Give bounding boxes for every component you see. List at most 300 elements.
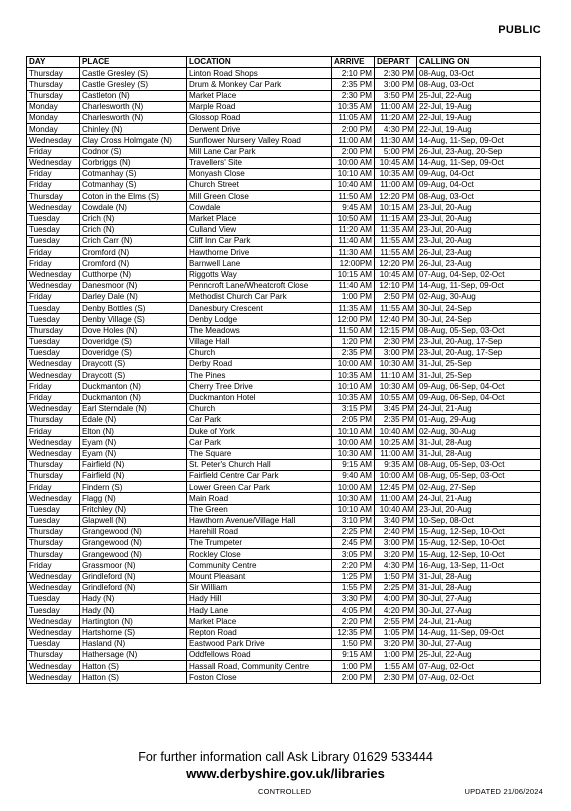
cell-depart: 9:35 AM [375, 459, 417, 470]
cell-arrive: 1:50 PM [332, 638, 375, 649]
table-header-row [27, 57, 541, 68]
cell-day: Thursday [27, 79, 80, 90]
cell-location: The Trumpeter [187, 538, 332, 549]
cell-location: Market Place [187, 213, 332, 224]
cell-place: Draycott (S) [80, 359, 187, 370]
table-row [27, 594, 541, 605]
cell-place: Cotmanhay (S) [80, 168, 187, 179]
cell-calling-on: 31-Jul, 25-Sep [417, 370, 541, 381]
cell-depart: 11:00 AM [375, 101, 417, 112]
cell-arrive: 9:45 AM [332, 202, 375, 213]
cell-depart: 4:20 PM [375, 605, 417, 616]
cell-day: Wednesday [27, 269, 80, 280]
table-row [27, 649, 541, 660]
cell-depart: 3:00 PM [375, 347, 417, 358]
cell-day: Thursday [27, 325, 80, 336]
cell-day: Tuesday [27, 336, 80, 347]
column-header-day: DAY [27, 57, 80, 68]
cell-location: Riggotts Way [187, 269, 332, 280]
cell-arrive: 11:20 AM [332, 224, 375, 235]
table-row [27, 303, 541, 314]
cell-place: Darley Dale (N) [80, 291, 187, 302]
cell-calling-on: 31-Jul, 25-Sep [417, 359, 541, 370]
cell-arrive: 10:15 AM [332, 269, 375, 280]
cell-depart: 11:55 AM [375, 247, 417, 258]
cell-day: Thursday [27, 90, 80, 101]
cell-day: Thursday [27, 526, 80, 537]
cell-place: Cotmanhay (S) [80, 180, 187, 191]
cell-arrive: 10:10 AM [332, 504, 375, 515]
table-row [27, 79, 541, 90]
cell-place: Cromford (N) [80, 247, 187, 258]
cell-location: Drum & Monkey Car Park [187, 79, 332, 90]
cell-arrive: 1:25 PM [332, 571, 375, 582]
table-row [27, 336, 541, 347]
cell-location: Church Street [187, 180, 332, 191]
cell-location: Village Hall [187, 336, 332, 347]
table-row [27, 280, 541, 291]
cell-depart: 1:05 PM [375, 627, 417, 638]
table-row [27, 213, 541, 224]
cell-depart: 11:15 AM [375, 213, 417, 224]
cell-calling-on: 30-Jul, 27-Aug [417, 605, 541, 616]
cell-depart: 10:40 AM [375, 504, 417, 515]
cell-day: Wednesday [27, 616, 80, 627]
cell-depart: 11:55 AM [375, 303, 417, 314]
cell-arrive: 2:35 PM [332, 79, 375, 90]
cell-location: Eastwood Park Drive [187, 638, 332, 649]
cell-depart: 11:00 AM [375, 448, 417, 459]
cell-calling-on: 22-Jul, 19-Aug [417, 124, 541, 135]
cell-place: Fairfield (N) [80, 459, 187, 470]
cell-depart: 10:30 AM [375, 359, 417, 370]
cell-arrive: 10:00 AM [332, 437, 375, 448]
cell-day: Friday [27, 180, 80, 191]
cell-location: Marple Road [187, 101, 332, 112]
cell-location: The Green [187, 504, 332, 515]
cell-day: Wednesday [27, 493, 80, 504]
cell-location: Hawthorn Avenue/Village Hall [187, 515, 332, 526]
cell-arrive: 2:20 PM [332, 560, 375, 571]
cell-calling-on: 10-Sep, 08-Oct [417, 515, 541, 526]
cell-calling-on: 02-Aug, 30-Aug [417, 426, 541, 437]
cell-arrive: 3:10 PM [332, 515, 375, 526]
cell-day: Friday [27, 560, 80, 571]
cell-calling-on: 15-Aug, 12-Sep, 10-Oct [417, 538, 541, 549]
cell-arrive: 10:00 AM [332, 359, 375, 370]
cell-place: Hartshorne (S) [80, 627, 187, 638]
cell-place: Flagg (N) [80, 493, 187, 504]
cell-day: Friday [27, 247, 80, 258]
cell-arrive: 9:15 AM [332, 649, 375, 660]
cell-place: Eyam (N) [80, 437, 187, 448]
cell-location: Oddfellows Road [187, 649, 332, 660]
cell-place: Fritchley (N) [80, 504, 187, 515]
table-row [27, 403, 541, 414]
cell-calling-on: 07-Aug, 04-Sep, 02-Oct [417, 269, 541, 280]
cell-day: Wednesday [27, 571, 80, 582]
cell-depart: 11:30 AM [375, 135, 417, 146]
table-row [27, 180, 541, 191]
cell-depart: 2:55 PM [375, 616, 417, 627]
cell-day: Wednesday [27, 202, 80, 213]
cell-depart: 2:25 PM [375, 582, 417, 593]
table-row [27, 582, 541, 593]
cell-place: Clay Cross Holmgate (N) [80, 135, 187, 146]
table-row [27, 191, 541, 202]
table-row [27, 359, 541, 370]
cell-calling-on: 30-Jul, 27-Aug [417, 638, 541, 649]
cell-day: Tuesday [27, 638, 80, 649]
cell-depart: 3:40 PM [375, 515, 417, 526]
cell-depart: 2:30 PM [375, 68, 417, 79]
cell-depart: 12:40 PM [375, 314, 417, 325]
cell-arrive: 3:15 PM [332, 403, 375, 414]
cell-place: Coton in the Elms (S) [80, 191, 187, 202]
table-row [27, 504, 541, 515]
table-row [27, 202, 541, 213]
cell-depart: 10:30 AM [375, 381, 417, 392]
cell-calling-on: 09-Aug, 04-Oct [417, 168, 541, 179]
cell-location: Methodist Church Car Park [187, 291, 332, 302]
cell-day: Tuesday [27, 347, 80, 358]
cell-arrive: 10:00 AM [332, 157, 375, 168]
cell-day: Friday [27, 392, 80, 403]
cell-depart: 11:55 AM [375, 236, 417, 247]
cell-day: Thursday [27, 415, 80, 426]
cell-place: Hathersage (N) [80, 649, 187, 660]
cell-calling-on: 23-Jul, 20-Aug [417, 236, 541, 247]
table-row [27, 437, 541, 448]
cell-location: Travellers' Site [187, 157, 332, 168]
cell-depart: 10:15 AM [375, 202, 417, 213]
cell-arrive: 2:00 PM [332, 146, 375, 157]
table-row [27, 325, 541, 336]
cell-calling-on: 22-Jul, 19-Aug [417, 112, 541, 123]
cell-calling-on: 25-Jul, 22-Aug [417, 90, 541, 101]
cell-calling-on: 24-Jul, 21-Aug [417, 403, 541, 414]
table-row [27, 661, 541, 672]
cell-arrive: 10:40 AM [332, 180, 375, 191]
cell-location: Sir William [187, 582, 332, 593]
cell-day: Tuesday [27, 224, 80, 235]
cell-day: Thursday [27, 649, 80, 660]
cell-calling-on: 09-Aug, 04-Oct [417, 180, 541, 191]
cell-location: Foston Close [187, 672, 332, 683]
cell-depart: 10:40 AM [375, 426, 417, 437]
cell-arrive: 2:25 PM [332, 526, 375, 537]
cell-location: Fairfield Centre Car Park [187, 470, 332, 481]
cell-place: Castle Gresley (S) [80, 79, 187, 90]
cell-place: Cutthorpe (N) [80, 269, 187, 280]
cell-arrive: 10:10 AM [332, 168, 375, 179]
cell-depart: 12:15 PM [375, 325, 417, 336]
cell-day: Monday [27, 101, 80, 112]
cell-day: Tuesday [27, 594, 80, 605]
table-row [27, 314, 541, 325]
table-row [27, 124, 541, 135]
cell-day: Thursday [27, 459, 80, 470]
cell-calling-on: 02-Aug, 30-Aug [417, 291, 541, 302]
table-row [27, 112, 541, 123]
cell-location: Cherry Tree Drive [187, 381, 332, 392]
cell-day: Tuesday [27, 504, 80, 515]
cell-depart: 2:30 PM [375, 672, 417, 683]
cell-location: Repton Road [187, 627, 332, 638]
cell-place: Duckmanton (N) [80, 381, 187, 392]
cell-depart: 11:00 AM [375, 180, 417, 191]
cell-arrive: 10:35 AM [332, 101, 375, 112]
cell-day: Wednesday [27, 370, 80, 381]
cell-calling-on: 24-Jul, 21-Aug [417, 616, 541, 627]
cell-day: Tuesday [27, 236, 80, 247]
cell-place: Cromford (N) [80, 258, 187, 269]
cell-place: Denby Village (S) [80, 314, 187, 325]
cell-location: Glossop Road [187, 112, 332, 123]
table-row [27, 638, 541, 649]
cell-location: The Square [187, 448, 332, 459]
cell-calling-on: 08-Aug, 05-Sep, 03-Oct [417, 325, 541, 336]
cell-arrive: 2:35 PM [332, 347, 375, 358]
column-header-place: PLACE [80, 57, 187, 68]
cell-calling-on: 24-Jul, 21-Aug [417, 493, 541, 504]
table-row [27, 168, 541, 179]
cell-calling-on: 01-Aug, 29-Aug [417, 415, 541, 426]
cell-location: Monyash Close [187, 168, 332, 179]
table-row [27, 616, 541, 627]
cell-depart: 2:30 PM [375, 336, 417, 347]
table-row [27, 381, 541, 392]
cell-place: Grangewood (N) [80, 549, 187, 560]
cell-calling-on: 26-Jul, 23-Aug, 20-Sep [417, 146, 541, 157]
cell-place: Castle Gresley (S) [80, 68, 187, 79]
cell-arrive: 12:00PM [332, 258, 375, 269]
cell-calling-on: 23-Jul, 20-Aug [417, 213, 541, 224]
cell-location: Sunflower Nursery Valley Road [187, 135, 332, 146]
cell-location: The Meadows [187, 325, 332, 336]
cell-day: Friday [27, 381, 80, 392]
table-row [27, 135, 541, 146]
cell-arrive: 12:35 PM [332, 627, 375, 638]
cell-depart: 10:00 AM [375, 470, 417, 481]
table-row [27, 448, 541, 459]
cell-calling-on: 30-Jul, 24-Sep [417, 314, 541, 325]
cell-depart: 10:45 AM [375, 269, 417, 280]
cell-location: Harehill Road [187, 526, 332, 537]
cell-arrive: 1:00 PM [332, 661, 375, 672]
cell-depart: 3:00 PM [375, 79, 417, 90]
cell-location: Church [187, 403, 332, 414]
cell-location: St. Peter's Church Hall [187, 459, 332, 470]
cell-depart: 10:55 AM [375, 392, 417, 403]
column-header-location: LOCATION [187, 57, 332, 68]
cell-place: Fairfield (N) [80, 470, 187, 481]
table-row [27, 146, 541, 157]
column-header-calling-on: CALLING ON [417, 57, 541, 68]
cell-arrive: 11:40 AM [332, 280, 375, 291]
cell-calling-on: 23-Jul, 20-Aug [417, 504, 541, 515]
cell-depart: 3:20 PM [375, 638, 417, 649]
cell-day: Tuesday [27, 605, 80, 616]
cell-calling-on: 08-Aug, 05-Sep, 03-Oct [417, 470, 541, 481]
cell-depart: 10:45 AM [375, 157, 417, 168]
cell-day: Tuesday [27, 213, 80, 224]
cell-calling-on: 14-Aug, 11-Sep, 09-Oct [417, 280, 541, 291]
cell-location: Barnwell Lane [187, 258, 332, 269]
cell-arrive: 3:30 PM [332, 594, 375, 605]
cell-day: Thursday [27, 191, 80, 202]
cell-day: Thursday [27, 549, 80, 560]
table-row [27, 560, 541, 571]
cell-location: Linton Road Shops [187, 68, 332, 79]
column-header-depart: DEPART [375, 57, 417, 68]
cell-location: Hady Lane [187, 605, 332, 616]
cell-place: Crich (N) [80, 224, 187, 235]
cell-day: Wednesday [27, 403, 80, 414]
cell-arrive: 2:00 PM [332, 124, 375, 135]
cell-arrive: 10:10 AM [332, 426, 375, 437]
table-row [27, 672, 541, 683]
cell-calling-on: 14-Aug, 11-Sep, 09-Oct [417, 627, 541, 638]
cell-location: Rockley Close [187, 549, 332, 560]
cell-location: Derby Road [187, 359, 332, 370]
cell-location: Cliff Inn Car Park [187, 236, 332, 247]
cell-calling-on: 09-Aug, 06-Sep, 04-Oct [417, 381, 541, 392]
cell-depart: 1:55 AM [375, 661, 417, 672]
cell-arrive: 11:00 AM [332, 135, 375, 146]
cell-calling-on: 14-Aug, 11-Sep, 09-Oct [417, 157, 541, 168]
table-row [27, 571, 541, 582]
cell-day: Wednesday [27, 157, 80, 168]
cell-place: Hatton (S) [80, 672, 187, 683]
cell-location: Church [187, 347, 332, 358]
cell-calling-on: 16-Aug, 13-Sep, 11-Oct [417, 560, 541, 571]
table-row [27, 493, 541, 504]
cell-arrive: 4:05 PM [332, 605, 375, 616]
column-header-arrive: ARRIVE [332, 57, 375, 68]
cell-day: Tuesday [27, 303, 80, 314]
cell-depart: 2:35 PM [375, 415, 417, 426]
cell-place: Edale (N) [80, 415, 187, 426]
cell-location: Penncroft Lane/Wheatcroft Close [187, 280, 332, 291]
cell-arrive: 10:35 AM [332, 370, 375, 381]
cell-day: Wednesday [27, 582, 80, 593]
cell-depart: 3:20 PM [375, 549, 417, 560]
cell-place: Elton (N) [80, 426, 187, 437]
cell-calling-on: 09-Aug, 06-Sep, 04-Oct [417, 392, 541, 403]
cell-arrive: 10:50 AM [332, 213, 375, 224]
cell-place: Cowdale (N) [80, 202, 187, 213]
cell-arrive: 2:20 PM [332, 616, 375, 627]
cell-place: Earl Sterndale (N) [80, 403, 187, 414]
table-row [27, 236, 541, 247]
cell-day: Thursday [27, 68, 80, 79]
cell-location: Denby Lodge [187, 314, 332, 325]
cell-arrive: 9:40 AM [332, 470, 375, 481]
cell-day: Wednesday [27, 437, 80, 448]
table-row [27, 515, 541, 526]
cell-arrive: 11:35 AM [332, 303, 375, 314]
cell-day: Monday [27, 124, 80, 135]
cell-depart: 1:00 PM [375, 649, 417, 660]
cell-place: Crich (N) [80, 213, 187, 224]
cell-day: Friday [27, 146, 80, 157]
table-row [27, 459, 541, 470]
cell-location: The Pines [187, 370, 332, 381]
table-row [27, 347, 541, 358]
cell-calling-on: 15-Aug, 12-Sep, 10-Oct [417, 526, 541, 537]
cell-location: Culland View [187, 224, 332, 235]
cell-depart: 11:35 AM [375, 224, 417, 235]
cell-calling-on: 31-Jul, 28-Aug [417, 448, 541, 459]
cell-arrive: 10:30 AM [332, 493, 375, 504]
cell-day: Friday [27, 482, 80, 493]
cell-place: Hady (N) [80, 605, 187, 616]
cell-arrive: 2:45 PM [332, 538, 375, 549]
cell-place: Charlesworth (N) [80, 101, 187, 112]
cell-arrive: 11:30 AM [332, 247, 375, 258]
cell-location: Mill Lane Car Park [187, 146, 332, 157]
cell-arrive: 2:00 PM [332, 672, 375, 683]
table-row [27, 370, 541, 381]
cell-arrive: 11:50 AM [332, 325, 375, 336]
cell-calling-on: 08-Aug, 03-Oct [417, 191, 541, 202]
cell-depart: 3:50 PM [375, 90, 417, 101]
cell-location: Hassall Road, Community Centre [187, 661, 332, 672]
cell-calling-on: 31-Jul, 28-Aug [417, 571, 541, 582]
cell-depart: 10:35 AM [375, 168, 417, 179]
cell-day: Wednesday [27, 661, 80, 672]
cell-arrive: 9:15 AM [332, 459, 375, 470]
table-row [27, 538, 541, 549]
table-row [27, 470, 541, 481]
cell-location: Hady Hill [187, 594, 332, 605]
cell-place: Doveridge (S) [80, 347, 187, 358]
updated-date: UPDATED 21/06/2024 [464, 787, 543, 796]
cell-depart: 4:30 PM [375, 124, 417, 135]
table-row [27, 415, 541, 426]
cell-depart: 3:45 PM [375, 403, 417, 414]
cell-place: Corbriggs (N) [80, 157, 187, 168]
cell-place: Codnor (S) [80, 146, 187, 157]
website-link[interactable]: www.derbyshire.gov.uk/libraries [186, 766, 385, 781]
cell-depart: 2:40 PM [375, 526, 417, 537]
classification-label: PUBLIC [498, 24, 541, 36]
cell-depart: 4:00 PM [375, 594, 417, 605]
cell-day: Thursday [27, 470, 80, 481]
cell-location: Danesbury Crescent [187, 303, 332, 314]
cell-depart: 3:00 PM [375, 538, 417, 549]
cell-depart: 5:00 PM [375, 146, 417, 157]
cell-location: Derwent Drive [187, 124, 332, 135]
cell-calling-on: 30-Jul, 24-Sep [417, 303, 541, 314]
cell-place: Charlesworth (N) [80, 112, 187, 123]
cell-location: Market Place [187, 616, 332, 627]
cell-arrive: 10:10 AM [332, 381, 375, 392]
table-row [27, 269, 541, 280]
cell-day: Friday [27, 258, 80, 269]
cell-place: Danesmoor (N) [80, 280, 187, 291]
cell-arrive: 2:30 PM [332, 90, 375, 101]
cell-calling-on: 22-Jul, 19-Aug [417, 101, 541, 112]
cell-place: Eyam (N) [80, 448, 187, 459]
cell-location: Car Park [187, 437, 332, 448]
table-row [27, 426, 541, 437]
cell-arrive: 12:00 PM [332, 314, 375, 325]
cell-calling-on: 23-Jul, 20-Aug, 17-Sep [417, 347, 541, 358]
cell-calling-on: 23-Jul, 20-Aug [417, 224, 541, 235]
table-row [27, 247, 541, 258]
